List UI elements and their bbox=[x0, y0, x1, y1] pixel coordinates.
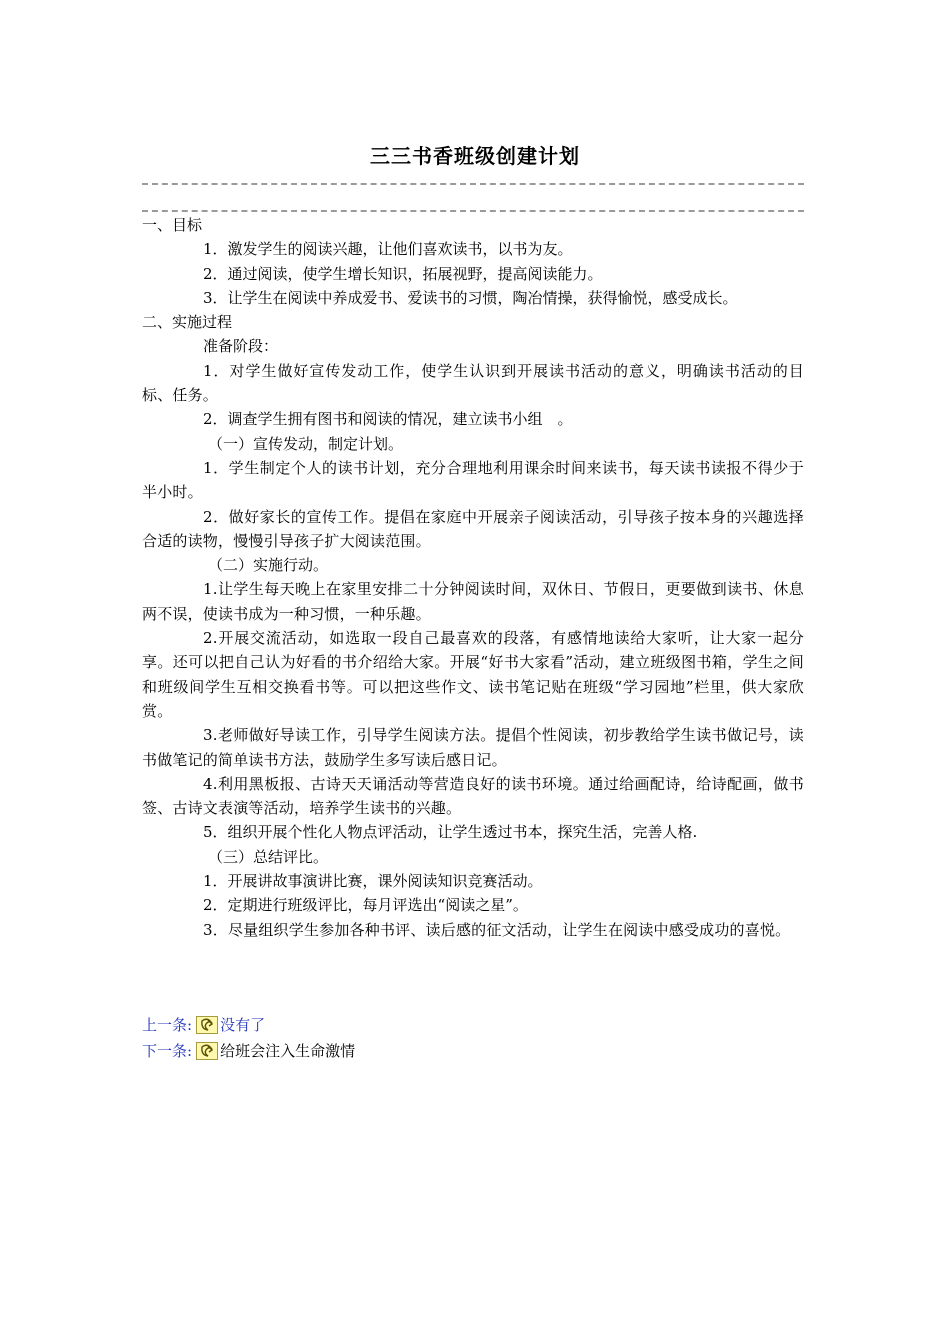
next-link[interactable]: 给班会注入生命激情 bbox=[220, 1042, 356, 1060]
article-nav bbox=[142, 1012, 355, 1064]
prev-row bbox=[142, 1012, 355, 1038]
link-document-icon bbox=[196, 1016, 218, 1034]
phase-item: 3.老师做好导读工作，引导学生阅读方法。提倡个性阅读，初步教给学生读书做记号，读书做笔记的简单读书方法，鼓励学生多写读后感日记。 bbox=[142, 726, 804, 769]
phase-item: 5．组织开展个性化人物点评活动，让学生透过书本，探究生活，完善人格. bbox=[203, 823, 698, 842]
divider-bottom bbox=[142, 210, 804, 212]
phase-item: 4.利用黑板报、古诗天天诵活动等营造良好的读书环境。通过给画配诗，给诗配画，做书签、古诗文表演等活动，培养学生读书的兴趣。 bbox=[142, 774, 804, 818]
phase-item: 1．开展讲故事演讲比赛，课外阅读知识竞赛活动。 bbox=[203, 872, 543, 891]
phase-item: 1．学生制定个人的读书计划，充分合理地利用课余时间来读书，每天读书读报不得少于半小时。 bbox=[142, 458, 804, 502]
section-heading-process: 二、实施过程 bbox=[142, 313, 233, 332]
phase-item: 2．做好家长的宣传工作。提倡在家庭中开展亲子阅读活动，引导孩子按本身的兴趣选择合适的读物，慢慢引导孩子扩大阅读范围。 bbox=[142, 507, 804, 550]
divider-top bbox=[142, 183, 804, 185]
next-row bbox=[142, 1038, 355, 1064]
link-document-icon bbox=[196, 1042, 218, 1060]
page-title: 三三书香班级创建计划 bbox=[370, 144, 580, 168]
prev-label: 上一条: bbox=[142, 1016, 193, 1034]
phase-item: 2．定期进行班级评比，每月评选出“阅读之星”。 bbox=[203, 896, 528, 915]
goal-item: 2．通过阅读，使学生增长知识，拓展视野，提高阅读能力。 bbox=[203, 264, 603, 283]
phase-item: 3．尽量组织学生参加各种书评、读后感的征文活动，让学生在阅读中感受成功的喜悦。 bbox=[203, 920, 791, 939]
prep-item: 2．调查学生拥有图书和阅读的情况，建立读书小组 。 bbox=[203, 410, 573, 429]
prev-link[interactable]: 没有了 bbox=[220, 1016, 266, 1034]
next-label: 下一条: bbox=[142, 1042, 193, 1060]
section-heading-goal: 一、目标 bbox=[142, 216, 203, 234]
phase-heading: （二）实施行动。 bbox=[208, 556, 329, 575]
phase-item: 2.开展交流活动，如选取一段自己最喜欢的段落，有感情地读给大家听，让大家一起分享。还可以把自己认为好看的书介绍给大家。开展“好书大家看”活动，建立班级图书箱，学生之间和班级间学生互相交换看书等。可以把这些作文、读书笔记贴在班级“学习园地”栏里，供大家欣赏。 bbox=[142, 629, 804, 720]
goal-item: 3．让学生在阅读中养成爱书、爱读书的习惯，陶冶情操，获得愉悦，感受成长。 bbox=[203, 288, 738, 307]
phase-heading: （一）宣传发动，制定计划。 bbox=[208, 434, 404, 453]
phase-item: 1.让学生每天晚上在家里安排二十分钟阅读时间，双休日、节假日，更要做到读书、休息两不误，使读书成为一种习惯，一种乐趣。 bbox=[142, 580, 804, 623]
prep-item: 1．对学生做好宣传发动工作，使学生认识到开展读书活动的意义，明确读书活动的目标、任务。 bbox=[142, 361, 804, 405]
document-body bbox=[142, 213, 804, 942]
phase-heading: （三）总结评比。 bbox=[208, 847, 329, 866]
goal-item: 1．激发学生的阅读兴趣，让他们喜欢读书，以书为友。 bbox=[203, 240, 573, 259]
prep-heading: 准备阶段： bbox=[203, 337, 279, 356]
